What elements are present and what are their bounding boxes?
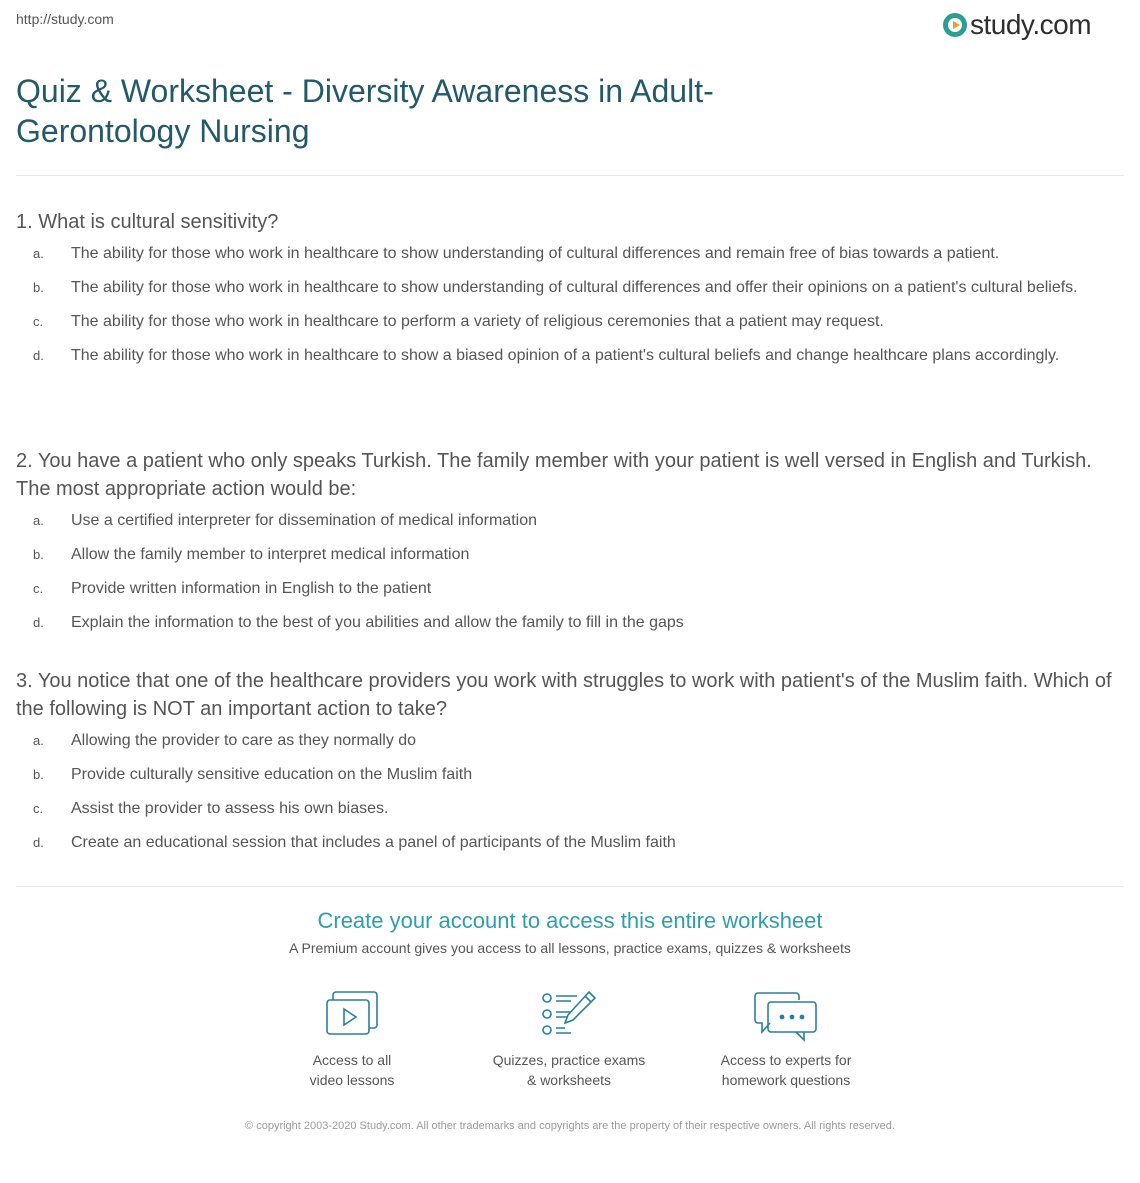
option-text: Use a certified interpreter for dissemination of medical information: [71, 512, 537, 529]
option-text: Allowing the provider to care as they normally do: [71, 732, 417, 749]
option-text: Provide written information in English to the patient: [71, 580, 432, 597]
answer-option: [16, 242, 1126, 266]
question-2: [16, 447, 1126, 635]
option-letter: a.: [33, 513, 44, 528]
feature-quizzes: [469, 990, 669, 1090]
answer-option: [16, 577, 1126, 601]
play-logo-icon: [943, 13, 967, 37]
option-text: Allow the family member to interpret medical information: [71, 546, 470, 563]
question-3: [16, 667, 1126, 855]
option-letter: c.: [33, 801, 44, 816]
option-text: Create an educational session that includes a panel of participants of the Muslim faith: [71, 834, 676, 851]
feature-label-line1: Quizzes, practice exams: [492, 1052, 646, 1068]
copyright-text: © copyright 2003-2020 Study.com. All other trademarks and copyrights are the property of their respective owners. All rights reserved.: [245, 1120, 895, 1132]
answer-option: [16, 763, 1126, 787]
option-letter: c.: [33, 314, 44, 329]
page-title: Quiz & Worksheet - Diversity Awareness in Adult-Gerontology Nursing: [16, 73, 714, 149]
feature-label-line1: Access to experts for: [720, 1052, 852, 1068]
question-text: 3. You notice that one of the healthcare providers you work with struggles to work with patient's of the Muslim faith. Which of the following is NOT an important action to take?: [16, 670, 1112, 720]
feature-video-lessons: [252, 990, 452, 1090]
bottom-divider: [16, 886, 1124, 887]
feature-label-line2: & worksheets: [526, 1072, 612, 1088]
option-letter: b.: [33, 280, 44, 295]
option-letter: b.: [33, 767, 44, 782]
option-letter: a.: [33, 246, 44, 261]
option-letter: d.: [33, 615, 44, 630]
chat-bubbles-icon: [754, 990, 818, 1042]
option-letter: d.: [33, 835, 44, 850]
answer-option: [16, 543, 1126, 567]
option-text: Assist the provider to assess his own biases.: [71, 800, 389, 817]
feature-experts: [686, 990, 886, 1090]
question-text: 1. What is cultural sensitivity?: [16, 211, 279, 233]
option-letter: c.: [33, 581, 44, 596]
answer-option: [16, 729, 1126, 753]
option-text: The ability for those who work in healthcare to show understanding of cultural differences and remain free of bias towards a patient.: [71, 245, 1000, 262]
option-text: The ability for those who work in healthcare to perform a variety of religious ceremonies that a patient may request.: [71, 313, 884, 330]
cta-subtitle: A Premium account gives you access to all lessons, practice exams, quizzes & worksheets: [289, 940, 851, 956]
logo-text: study.com: [970, 9, 1092, 40]
option-letter: a.: [33, 733, 44, 748]
feature-label-line1: Access to all: [312, 1052, 392, 1068]
site-url[interactable]: http://study.com: [16, 11, 114, 27]
video-lessons-icon: [325, 990, 379, 1038]
feature-label-line2: homework questions: [721, 1072, 851, 1088]
question-1: [16, 208, 1126, 368]
feature-label-line2: video lessons: [309, 1072, 395, 1088]
option-text: Explain the information to the best of you abilities and allow the family to fill in the gaps: [71, 614, 684, 631]
study-logo[interactable]: [943, 8, 1091, 42]
answer-option: [16, 310, 1126, 334]
answer-option: [16, 276, 1126, 300]
option-text: The ability for those who work in healthcare to show a biased opinion of a patient's cultural beliefs and change healthcare plans accordingly.: [71, 347, 1060, 364]
option-letter: d.: [33, 348, 44, 363]
answer-option: [16, 344, 1126, 368]
option-text: The ability for those who work in healthcare to show understanding of cultural differences and offer their opinions on a patient's cultural beliefs.: [71, 279, 1078, 296]
option-text: Provide culturally sensitive education on the Muslim faith: [71, 766, 473, 783]
quiz-checklist-icon: [541, 990, 597, 1038]
answer-option: [16, 797, 1126, 821]
answer-option: [16, 831, 1126, 855]
top-divider: [16, 175, 1124, 176]
answer-option: [16, 611, 1126, 635]
question-text: 2. You have a patient who only speaks Turkish. The family member with your patient is well versed in English and Turkish. The most appropriate action would be:: [16, 450, 1092, 500]
option-letter: b.: [33, 547, 44, 562]
answer-option: [16, 509, 1126, 533]
create-account-link[interactable]: Create your account to access this entire worksheet: [317, 908, 823, 933]
